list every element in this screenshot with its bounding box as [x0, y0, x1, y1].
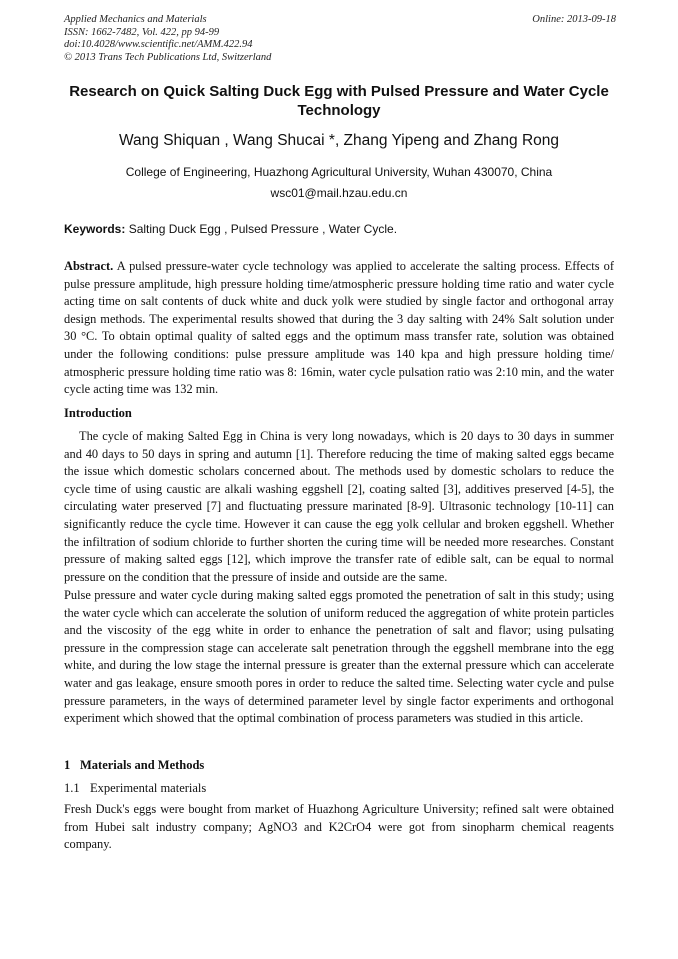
- keywords-text: Salting Duck Egg , Pulsed Pressure , Water Cycle.: [125, 222, 398, 236]
- author-email: wsc01@mail.hzau.edu.cn: [270, 186, 408, 200]
- materials-paragraph: Fresh Duck's eggs were bought from market of Huazhong Agriculture University; refined salt were obtained from Hubei salt industry company; AgNO3 and K2CrO4 were got from sinopharm chemical reagents company.: [64, 802, 614, 852]
- online-date: Online: 2013-09-18: [532, 14, 616, 25]
- paper-affiliation: College of Engineering, Huazhong Agricultural University, Wuhan 430070, China: [125, 165, 553, 179]
- section-number: 1: [64, 758, 71, 772]
- abstract-label: Abstract.: [64, 259, 114, 273]
- paper-title: Research on Quick Salting Duck Egg with Pulsed Pressure and Water Cycle Technology: [69, 83, 609, 119]
- keywords-label: Keywords:: [64, 222, 126, 236]
- paper-authors: Wang Shiquan , Wang Shucai *, Zhang Yipeng and Zhang Rong: [118, 132, 560, 149]
- journal-issn: ISSN: 1662-7482, Vol. 422, pp 94-99: [64, 26, 220, 38]
- journal-doi: doi:10.4028/www.scientific.net/AMM.422.94: [64, 39, 253, 50]
- abstract-text: A pulsed pressure-water cycle technology was applied to accelerate the salting process. Effects of pulse pressure amplitude, high pressure holding time/atmospheric pressure holding time ratio and water cycle acting time on salt contents of duck white and duck yolk were studied by single factor and orthogonal array design methods. The experimental results showed that during the 3 day salting with 24% Salt solution under 30 °C. To obtain optimal quality of salted eggs and the optimum mass transfer rate, solution was obtained under the following conditions: pulse pressure amplitude was 140 kpa and high pressure holding time/ atmospheric pressure holding time ratio was 8: 16min, water cycle pulsation ratio was 2:10 min, and the water cycle acting time was 132 min.: [64, 259, 614, 397]
- section-heading-materials-methods: [64, 757, 204, 773]
- introduction-paragraph-2: Pulse pressure and water cycle during making salted eggs promoted the penetration of salt in this study; using the water cycle which can accelerate the solution of uniform reduced the aggregation of white protein particles and the viscosity of the egg white in order to enhance the penetration of salt and flavor; using pulsating pressure in the compression stage can accelerate salt penetration through the eggshell membrane into the egg white, and during the low stage the internal pressure is greater than the external pressure which can accelerate water and gas leakage, ensure smooth pores in order to reduce the salted time. Selecting water cycle and pulse pressure parameters, in the ways of determined parameter level by single factor experiments and orthogonal experiment which showed that the optimal combination of process parameters was studied in this article.: [64, 588, 614, 726]
- journal-copyright: © 2013 Trans Tech Publications Ltd, Switzerland: [64, 51, 272, 63]
- subsection-title: Experimental materials: [90, 781, 207, 795]
- section-heading-introduction: Introduction: [64, 406, 132, 420]
- keywords: [64, 221, 616, 237]
- subsection-heading-experimental-materials: [64, 780, 206, 796]
- subsection-number: 1.1: [64, 781, 80, 795]
- abstract: [64, 258, 614, 399]
- introduction-paragraph-1: The cycle of making Salted Egg in China is very long nowadays, which is 20 days to 30 days in summer and 40 days to 50 days in spring and autumn [1]. Therefore reducing the time of making salted eggs became the issue which domestic scholars concerned about. The methods used by domestic scholars to reduce the cycle time of using caustic are alkali washing eggshell [2], coating salted [3], additives preserved [4-5], the circulating water preserved [7] and fluctuating pressure marinated [8-9]. Ultrasonic technology [10-11] can significantly reduce the cycle time. However it can cause the egg yolk cellular and broken eggshell. Whether the infiltration of sodium chloride to further shorten the curing time will be needed more researches. Constant pressure of making salted eggs [12], which improve the transfer rate of edible salt, can be equal to normal pressure on the condition that the pressure of inside and outside are the same.: [64, 429, 614, 584]
- journal-info: [64, 14, 271, 64]
- journal-name: Applied Mechanics and Materials: [64, 14, 207, 25]
- section-title: Materials and Methods: [80, 758, 205, 772]
